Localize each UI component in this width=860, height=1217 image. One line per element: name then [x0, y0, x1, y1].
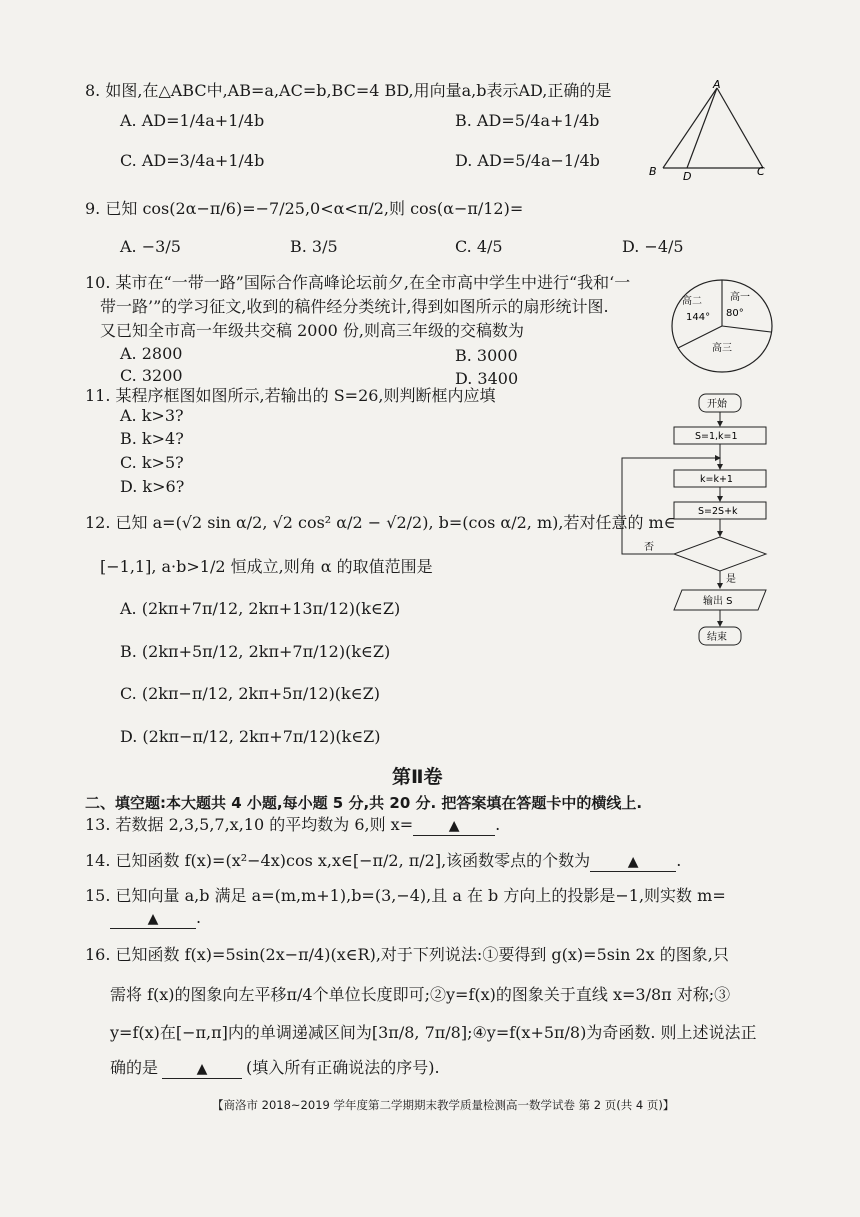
flow-output: 输出 S — [703, 596, 733, 607]
q13-blank-mark: ▲ — [448, 818, 460, 834]
q12-stem-line1: 12. 已知 a=(√2 sin α/2, √2 cos² α/2 − √2/2), b=(cos α/2, m),若对任意的 m∈ — [85, 513, 676, 532]
q12-option-a: A. (2kπ+7π/12, 2kπ+13π/12)(k∈Z) — [120, 599, 401, 618]
flow-yes: 是 — [726, 574, 736, 585]
q14-line — [85, 850, 681, 872]
q16-suffix: (填入所有正确说法的序号). — [246, 1058, 440, 1077]
q12-option-c: C. (2kπ−π/12, 2kπ+5π/12)(k∈Z) — [120, 684, 380, 703]
q9-option-a: A. −3/5 — [120, 237, 181, 256]
label-d: D — [683, 170, 692, 183]
part2-title: 第Ⅱ卷 — [392, 766, 443, 788]
flow-no: 否 — [644, 542, 654, 553]
q16-line4 — [110, 1057, 440, 1079]
q15-line1: 15. 已知向量 a,b 满足 a=(m,m+1),b=(3,−4),且 a 在 b 方向上的投影是−1,则实数 m= — [85, 886, 726, 905]
page-footer: 【商洛市 2018~2019 学年度第二学期期末教学质量检测高一数学试卷 第 2 页(共 4 页)】 — [212, 1098, 675, 1112]
q12-stem-line2: [−1,1], a·b>1/2 恒成立,则角 α 的取值范围是 — [100, 557, 433, 576]
label-b: B — [649, 165, 657, 178]
pie-label-g2: 高二 — [682, 296, 702, 307]
q12-option-d: D. (2kπ−π/12, 2kπ+7π/12)(k∈Z) — [120, 727, 381, 746]
flow-step1: k=k+1 — [700, 474, 733, 485]
q16-line2: 需将 f(x)的图象向左平移π/4个单位长度即可;②y=f(x)的图象关于直线 x=3/8π 对称;③ — [110, 985, 731, 1004]
q11-option-c: C. k>5? — [120, 453, 184, 472]
q16-line1: 16. 已知函数 f(x)=5sin(2x−π/4)(x∈R),对于下列说法:①要得到 g(x)=5sin 2x 的图象,只 — [85, 945, 729, 964]
pie-angle-g2: 144° — [686, 312, 711, 323]
q9-option-c: C. 4/5 — [455, 237, 503, 256]
q16-line3: y=f(x)在[−π,π]内的单调递减区间为[3π/8, 7π/8];④y=f(x+5π/8)为奇函数. 则上述说法正 — [110, 1023, 757, 1042]
q14-answer-blank[interactable] — [590, 852, 676, 872]
q8-option-b: B. AD=5/4a+1/4b — [455, 111, 600, 130]
q8-option-a: A. AD=1/4a+1/4b — [120, 111, 265, 130]
q13-text: 13. 若数据 2,3,5,7,x,10 的平均数为 6,则 x= — [85, 815, 414, 834]
flow-step2: S=2S+k — [698, 506, 738, 517]
q10-stem-line1: 10. 某市在“一带一路”国际合作高峰论坛前夕,在全市高中学生中进行“我和‘一 — [85, 273, 631, 292]
q9-option-d: D. −4/5 — [622, 237, 684, 256]
q13-answer-blank[interactable] — [413, 816, 495, 836]
flow-init: S=1,k=1 — [695, 431, 738, 442]
q10-option-a: A. 2800 — [120, 344, 183, 363]
q15-blank-mark: ▲ — [147, 911, 159, 927]
q8-option-d: D. AD=5/4a−1/4b — [455, 151, 600, 170]
q14-end: . — [676, 851, 682, 870]
q10-option-b: B. 3000 — [455, 346, 518, 365]
q11-option-d: D. k>6? — [120, 477, 185, 496]
triangle-figure — [645, 78, 775, 183]
q11-option-b: B. k>4? — [120, 429, 184, 448]
pie-angle-g1: 80° — [726, 308, 744, 319]
label-a: A — [713, 78, 721, 91]
q13-line — [85, 814, 500, 836]
q9-option-b: B. 3/5 — [290, 237, 338, 256]
q14-blank-mark: ▲ — [627, 854, 639, 870]
q13-end: . — [495, 815, 501, 834]
q15-line2 — [110, 907, 201, 929]
pie-chart — [668, 276, 778, 376]
q9-stem: 9. 已知 cos(2α−π/6)=−7/25,0<α<π/2,则 cos(α−π/12)= — [85, 199, 524, 218]
pie-label-g1: 高一 — [730, 292, 750, 303]
q15-end: . — [196, 908, 202, 927]
q8-option-c: C. AD=3/4a+1/4b — [120, 151, 265, 170]
flow-start: 开始 — [707, 399, 727, 410]
q11-option-a: A. k>3? — [120, 406, 184, 425]
q16-answer-blank[interactable] — [162, 1059, 242, 1079]
q16-blank-mark: ▲ — [196, 1061, 208, 1077]
q15-answer-blank[interactable] — [110, 909, 196, 929]
q16-prefix: 确的是 — [110, 1058, 159, 1077]
label-c: C — [757, 165, 765, 178]
flow-end: 结束 — [707, 632, 727, 643]
q11-stem: 11. 某程序框图如图所示,若输出的 S=26,则判断框内应填 — [85, 386, 496, 405]
q12-option-b: B. (2kπ+5π/12, 2kπ+7π/12)(k∈Z) — [120, 642, 391, 661]
q14-text: 14. 已知函数 f(x)=(x²−4x)cos x,x∈[−π/2, π/2],该函数零点的个数为 — [85, 851, 591, 870]
q10-stem-line2: 带一路’”的学习征文,收到的稿件经分类统计,得到如图所示的扇形统计图. — [100, 297, 609, 316]
q10-option-d: D. 3400 — [455, 369, 519, 388]
q10-option-c: C. 3200 — [120, 366, 183, 385]
part2-instruction: 二、填空题:本大题共 4 小题,每小题 5 分,共 20 分. 把答案填在答题卡中的横线上. — [85, 794, 643, 812]
pie-label-g3: 高三 — [712, 343, 732, 354]
q10-stem-line3: 又已知全市高一年级共交稿 2000 份,则高三年级的交稿数为 — [100, 321, 524, 340]
q8-stem: 8. 如图,在△ABC中,AB=a,AC=b,BC=4 BD,用向量a,b表示AD,正确的是 — [85, 81, 612, 100]
